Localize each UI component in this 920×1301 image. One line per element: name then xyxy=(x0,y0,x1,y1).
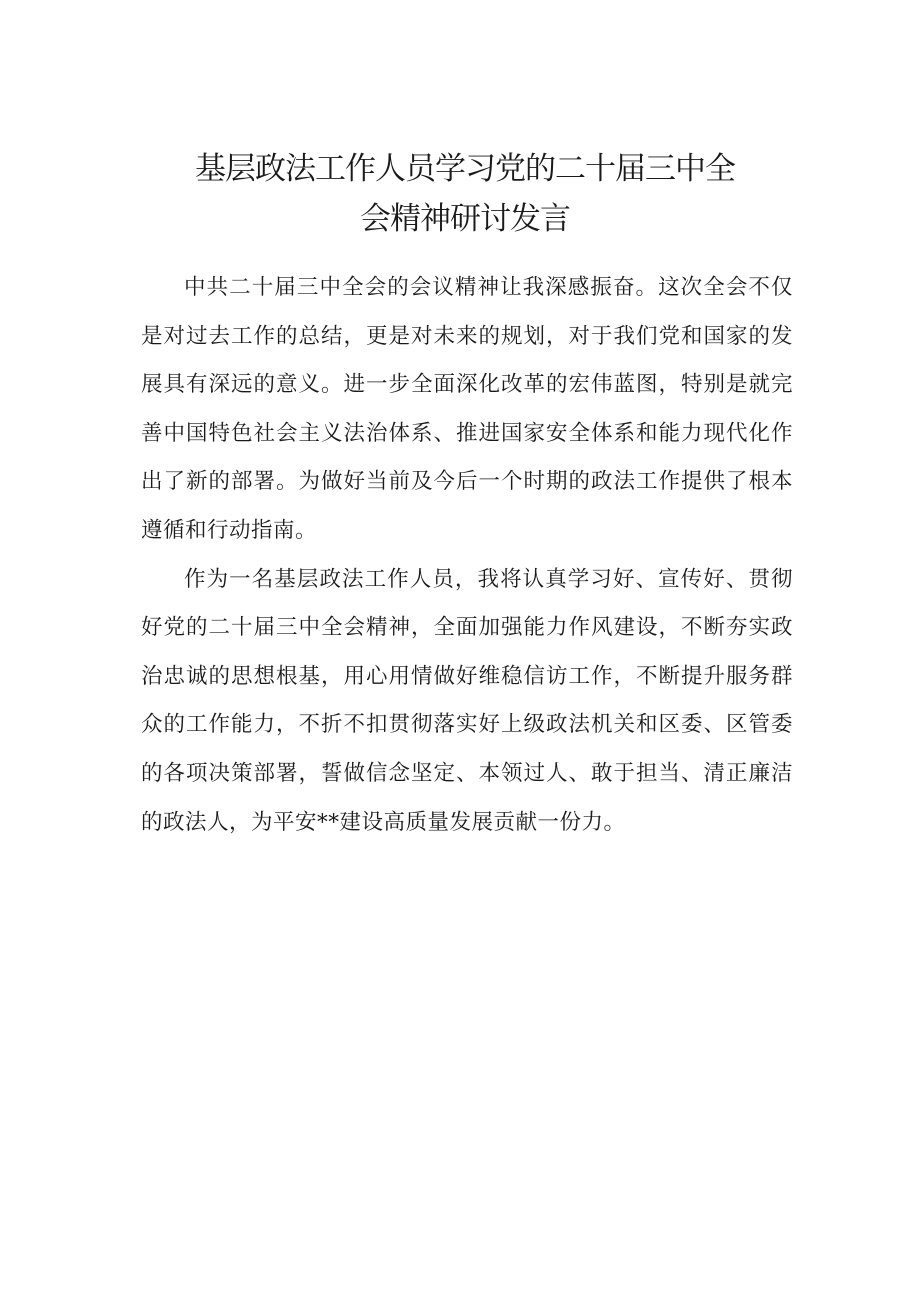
title-line-2: 会精神研讨发言 xyxy=(360,201,570,237)
paragraph-2: 作为一名基层政法工作人员，我将认真学习好、宣传好、贯彻好党的二十届三中全会精神，全面加强能力作风建设，不断夯实政治忠诚的思想根基，用心用情做好维稳信访工作，不断提升服务群众的工作能力，不折不扣贯彻落实好上级政法机关和区委、区管委的各项决策部署，誓做信念坚定、本领过人、敢于担当、清正廉洁的政法人，为平安**建设高质量发展贡献一份力。 xyxy=(141,566,793,835)
document-title xyxy=(140,144,790,244)
paragraph-1: 中共二十届三中全会的会议精神让我深感振奋。这次全会不仅是对过去工作的总结，更是对未来的规划，对于我们党和国家的发展具有深远的意义。进一步全面深化改革的宏伟蓝图，特别是就完善中国特色社会主义法治体系、推进国家安全体系和能力现代化作出了新的部署。为做好当前及今后一个时期的政法工作提供了根本遵循和行动指南。 xyxy=(141,275,793,543)
title-line-1: 基层政法工作人员学习党的二十届三中全 xyxy=(195,151,735,187)
document-body xyxy=(141,264,793,847)
